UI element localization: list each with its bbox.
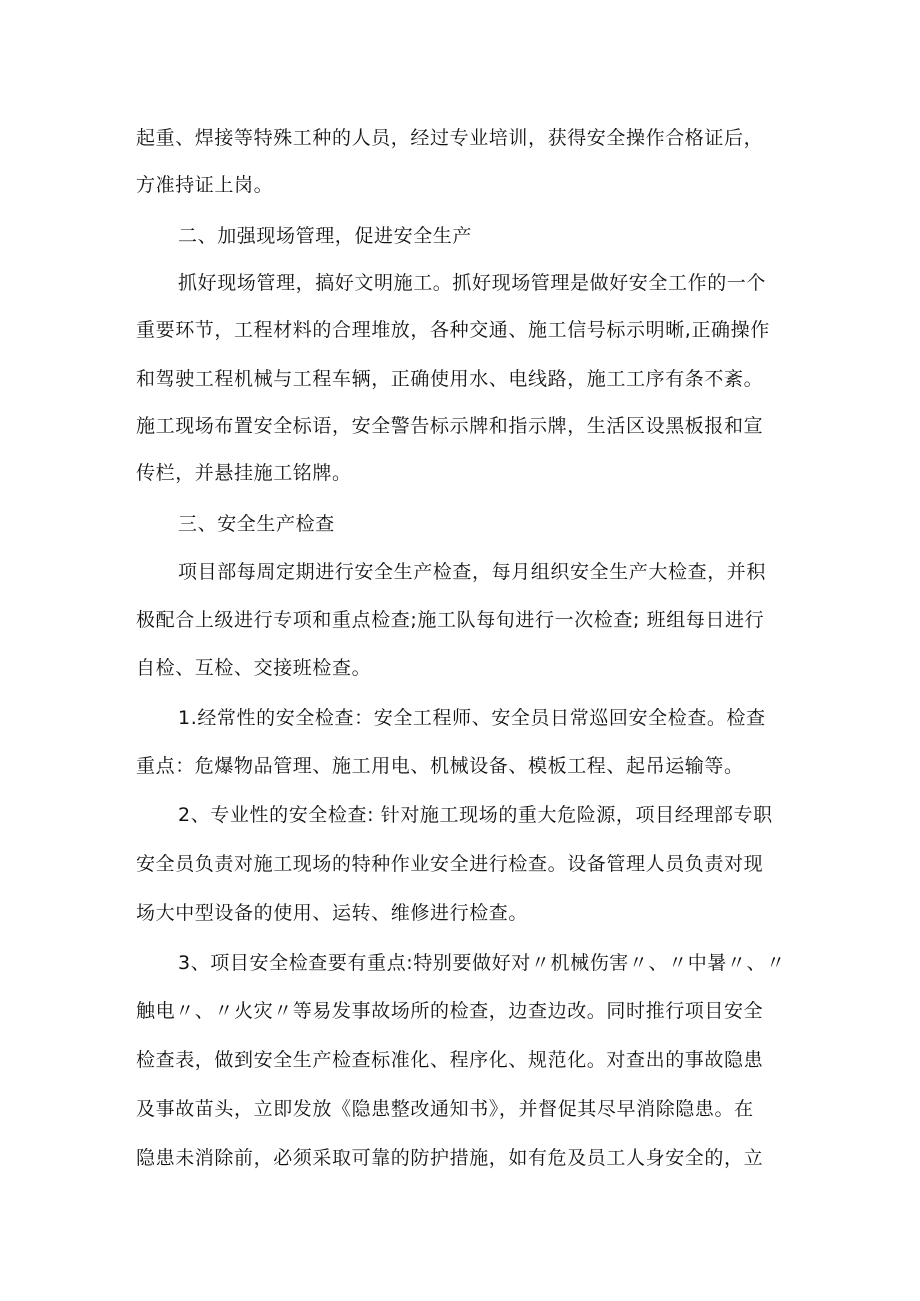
section-heading-3: 三、安全生产检查	[178, 513, 335, 535]
text-line-5: 重要环节，工程材料的合理堆放，各种交通、施工信号标示明晰,正确操作	[136, 319, 770, 341]
text-line-15: 2、专业性的安全检查: 针对施工现场的重大危险源，项目经理部专职	[178, 804, 773, 826]
text-line-17: 场大中型设备的使用、运转、维修进行检查。	[136, 902, 529, 924]
text-line-6: 和驾驶工程机械与工程车辆，正确使用水、电线路，施工工序有条不紊。	[136, 368, 764, 390]
text-line-20: 检查表，做到安全生产检查标准化、程序化、规范化。对查出的事故隐患	[136, 1049, 764, 1071]
text-line-19: 触电〃、〃火灾〃等易发事故场所的检查，边查边改。同时推行项目安全	[136, 1000, 764, 1022]
text-line-21: 及事故苗头，立即发放《隐患整改通知书》，并督促其尽早消除隐患。在	[136, 1098, 754, 1120]
text-line-14: 重点：危爆物品管理、施工用电、机械设备、模板工程、起吊运输等。	[136, 755, 744, 777]
text-line-7: 施工现场布置安全标语，安全警告标示牌和指示牌，生活区设黑板报和宣	[136, 415, 764, 437]
text-line-16: 安全员负责对施工现场的特种作业安全进行检查。设备管理人员负责对现	[136, 853, 764, 875]
text-line-13: 1.经常性的安全检查：安全工程师、安全员日常巡回安全检查。检查	[178, 707, 766, 729]
text-line-12: 自检、互检、交接班检查。	[136, 657, 372, 679]
text-line-4: 抓好现场管理，搞好文明施工。抓好现场管理是做好安全工作的一个	[178, 272, 767, 294]
text-line-22: 隐患未消除前，必须采取可靠的防护措施，如有危及员工人身安全的，立	[136, 1147, 764, 1169]
text-line-18: 3、项目安全检查要有重点:特别要做好对〃机械伤害〃、〃中暑〃、〃	[178, 952, 786, 974]
text-line-8: 传栏，并悬挂施工铭牌。	[136, 462, 352, 484]
text-line-1: 起重、焊接等特殊工种的人员，经过专业培训，获得安全操作合格证后，	[136, 127, 764, 149]
section-heading-2: 二、加强现场管理，促进安全生产	[178, 225, 473, 247]
text-line-10: 项目部每周定期进行安全生产检查，每月组织安全生产大检查，并积	[178, 561, 767, 583]
text-line-2: 方准持证上岗。	[136, 174, 274, 196]
text-line-11: 极配合上级进行专项和重点检查;施工队每旬进行一次检查; 班组每日进行	[136, 609, 765, 631]
